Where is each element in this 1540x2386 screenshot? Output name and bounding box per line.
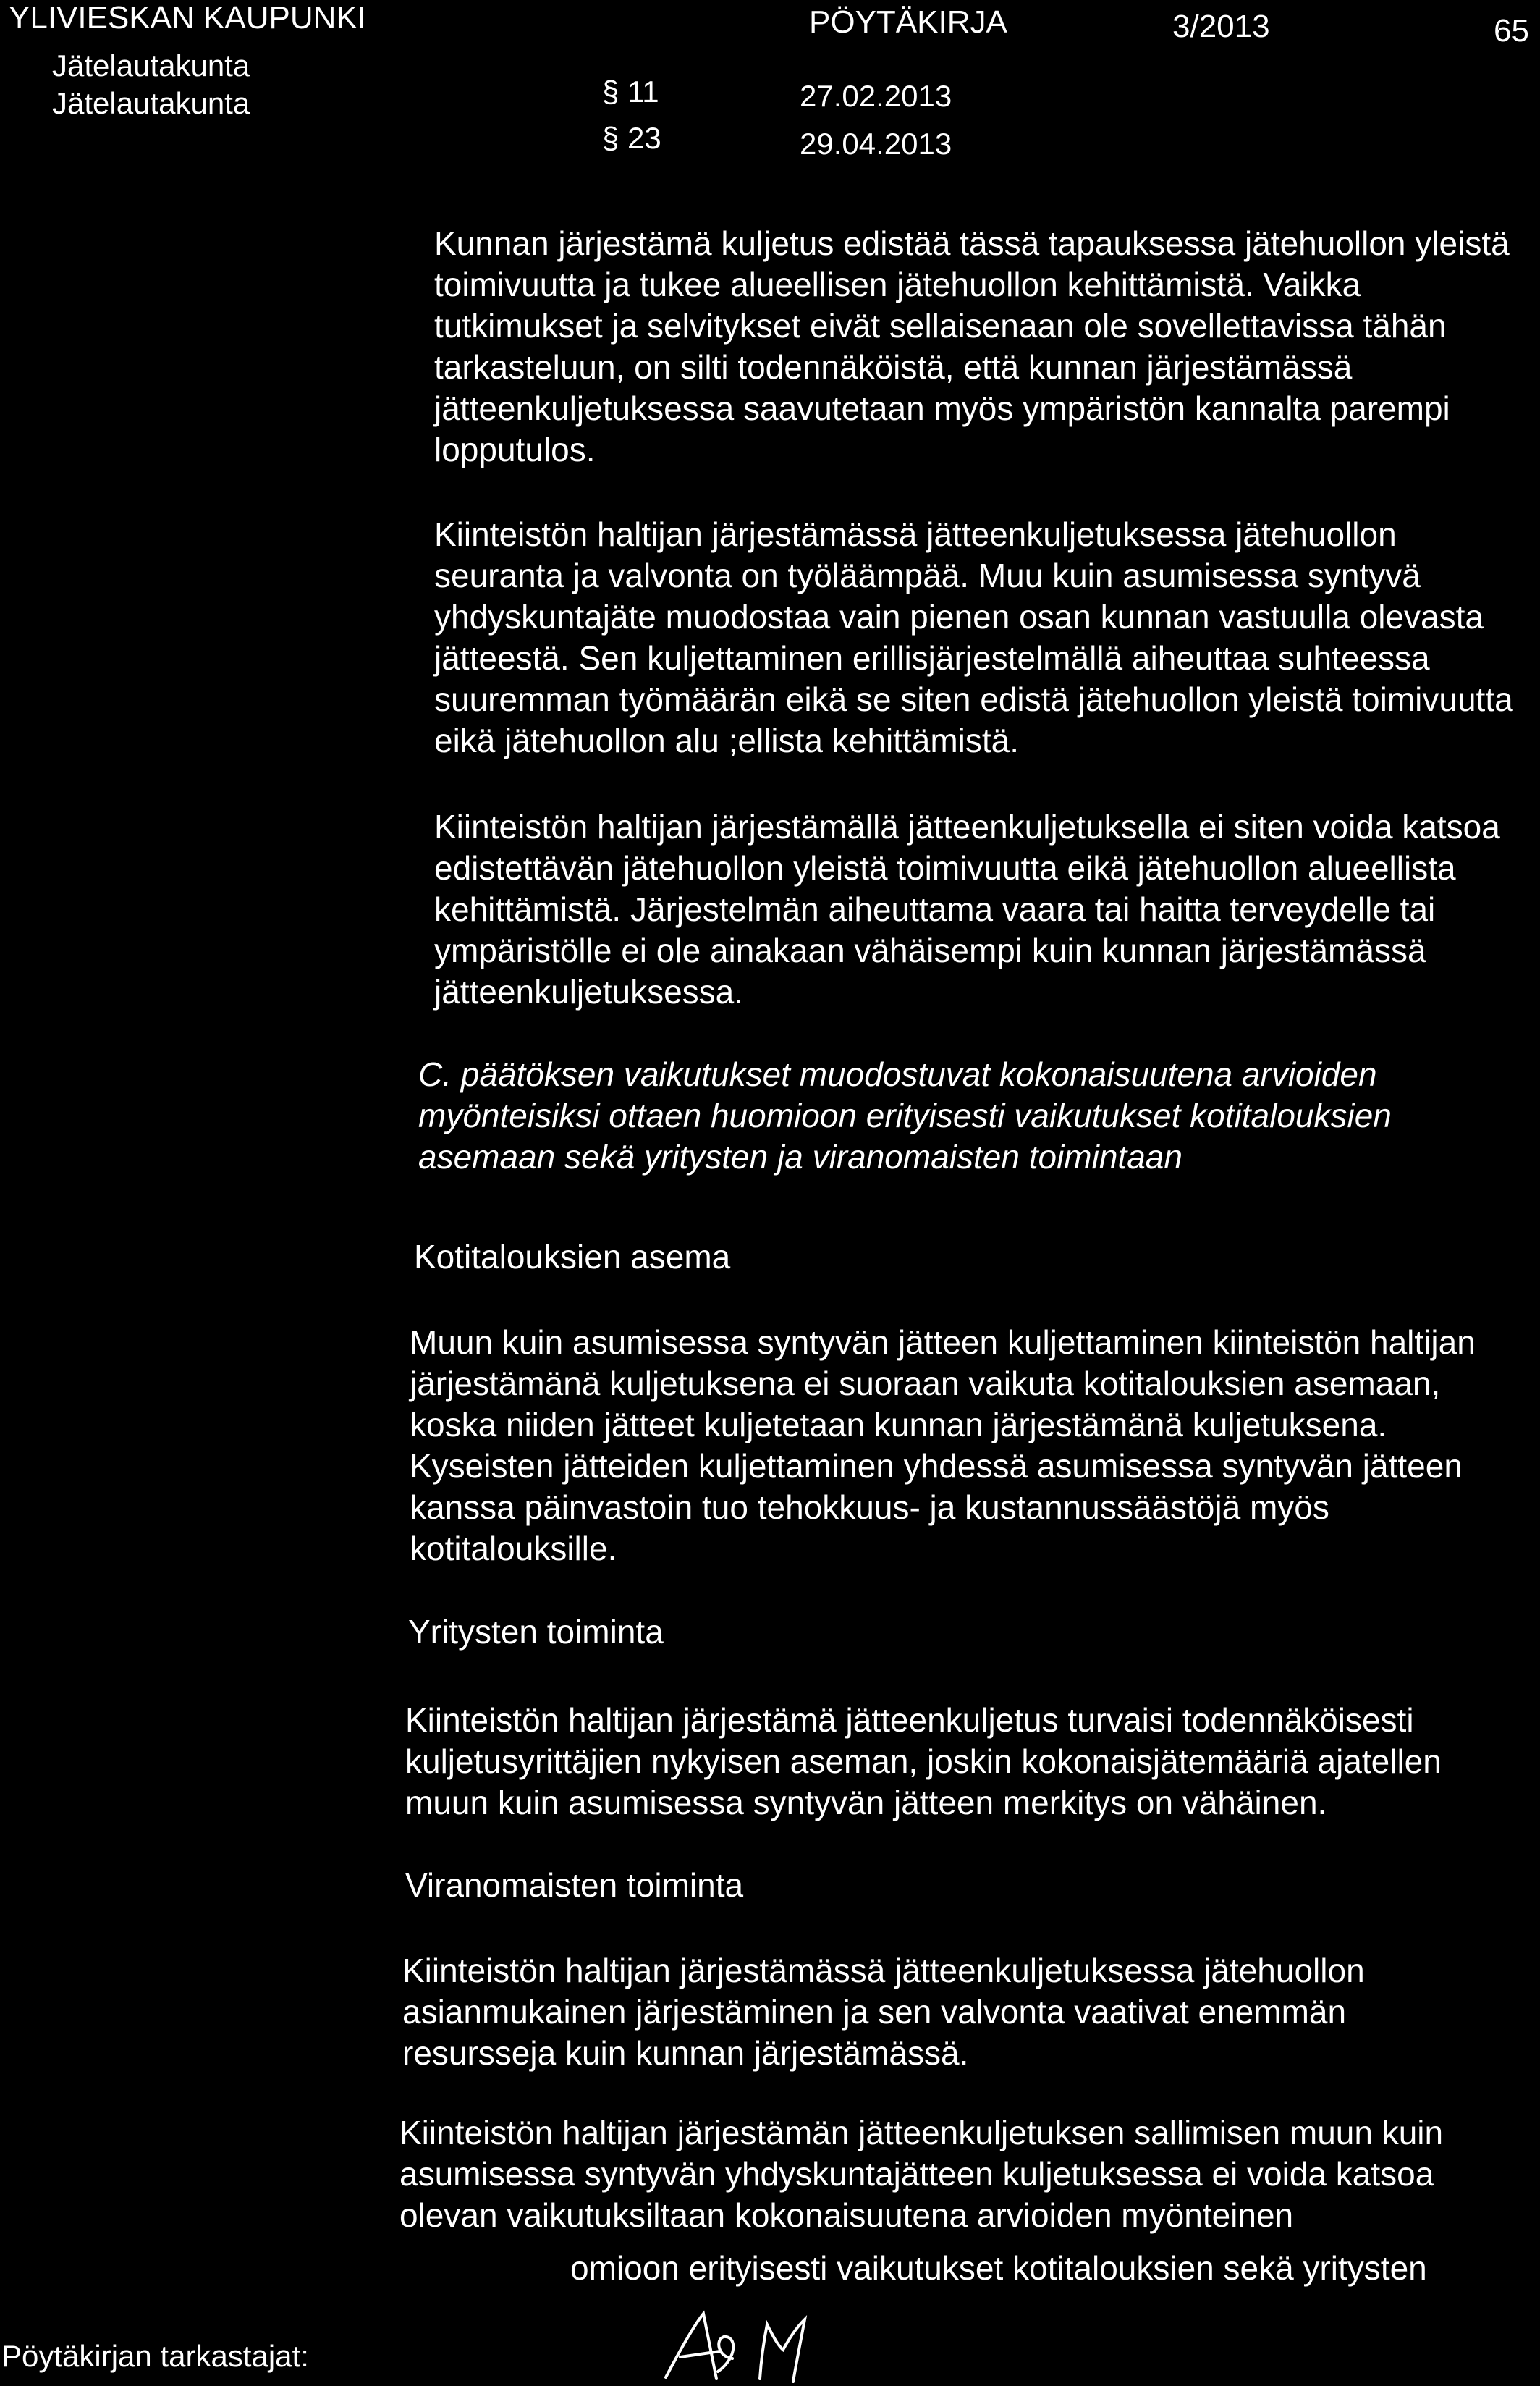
paragraph: Kunnan järjestämä kuljetus edistää tässä tapauksessa jätehuollon yleistä toimivuutta ja tukee alueellisen jätehuollon kehittämistä. Vaikka tutkimukset ja selvitykset eivät sellaisenaan ole sovellettavissa tähän tarkasteluun, on silti todennäköistä, että kunnan järjestämässä jätteenkuljetuksessa saavutetaan myös ympäristön kannalta parempi lopputulos. [434,224,1510,468]
document-type: PÖYTÄKIRJA [809,4,1007,40]
meta-section: § 23 [602,121,661,155]
section-heading-italic: C. päätöksen vaikutukset muodostuvat kokonaisuutena arvioiden myönteisiksi ottaen huomioon erityisesti vaikutukset kotitalouksien asemaan sekä yritysten ja viranomaisten toimintaan [418,1055,1392,1176]
subheading: Yritysten toiminta [408,1613,664,1651]
cutoff-line: omioon erityisesti vaikutukset kotitalouksien sekä yritysten [570,2249,1427,2287]
paragraph: Kiinteistön haltijan järjestämän jätteenkuljetuksen sallimisen muun kuin asumisessa syntyvän yhdyskuntajätteen kuljetuksessa ei voida katsoa olevan vaikutuksiltaan kokonaisuutena arvioiden myönteinen [399,2114,1444,2234]
meta-section: § 11 [602,75,659,109]
reviewers-label: Pöytäkirjan tarkastajat: [1,2339,309,2373]
organization-name: YLIVIESKAN KAUPUNKI [9,0,366,35]
paragraph: Kiinteistön haltijan järjestämällä jätteenkuljetuksella ei siten voida katsoa edistettävän jätehuollon yleistä toimivuutta eikä jätehuollon alueellista kehittämistä. Järjestelmän aiheuttama vaara tai haitta terveydelle tai ympäristölle ei ole ainakaan vähäisempi kuin kunnan järjestämässä jätteenkuljetuksessa. [434,808,1500,1011]
page-number: 65 [1494,13,1529,49]
subheading: Viranomaisten toiminta [405,1866,744,1904]
paragraph: Muun kuin asumisessa syntyvän jätteen kuljettaminen kiinteistön haltijan järjestämänä kuljetuksena ei suoraan vaikuta kotitalouksien asemaan, koska niiden jätteet kuljetetaan kunnan järjestämänä kuljetuksena. Kyseisten jätteiden kuljettaminen yhdessä asumisessa syntyvän jätteen kanssa päinvastoin tuo tehokkuus- ja kustannussäästöjä myös kotitalouksille. [410,1323,1476,1567]
meta-body: Jätelautakunta [52,49,250,83]
meta-date: 29.04.2013 [800,127,952,161]
meta-date: 27.02.2013 [800,79,952,113]
paragraph: Kiinteistön haltijan järjestämä jätteenkuljetus turvaisi todennäköisesti kuljetusyrittäjien nykyisen aseman, joskin kokonaisjätemääriä ajatellen muun kuin asumisessa syntyvän jätteen merkitys on vähäinen. [405,1701,1442,1821]
paragraph: Kiinteistön haltijan järjestämässä jätteenkuljetuksessa jätehuollon asianmukainen järjestäminen ja sen valvonta vaativat enemmän resursseja kuin kunnan järjestämässä. [402,1952,1365,2072]
paragraph: Kiinteistön haltijan järjestämässä jätteenkuljetuksessa jätehuollon seuranta ja valvonta on työläämpää. Muu kuin asumisessa syntyvä yhdyskuntajäte muodostaa vain pienen osan kunnan vastuulla olevasta jätteestä. Sen kuljettaminen erillisjärjestelmällä aiheuttaa suhteessa suuremman työmäärän eikä se siten edistä jätehuollon yleistä toimivuutta eikä jätehuollon alu ;ellista kehittämistä. [434,515,1513,759]
document-number: 3/2013 [1172,9,1270,44]
signature-initials [651,2306,832,2386]
meta-body: Jätelautakunta [52,86,250,120]
subheading: Kotitalouksien asema [414,1238,731,1276]
